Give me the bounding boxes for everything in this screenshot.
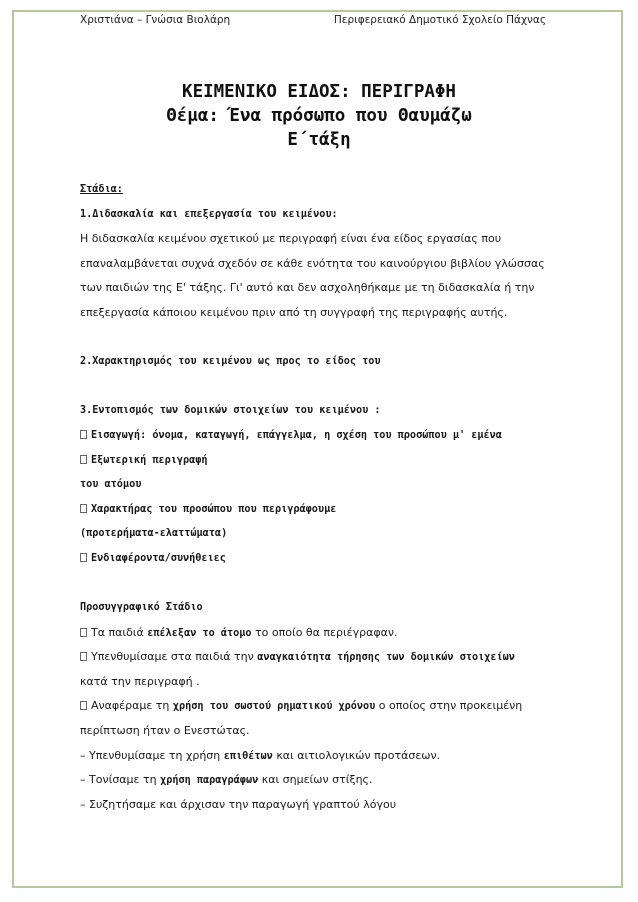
list-item-continuation: περίπτωση ήταν ο Ενεστώτας. xyxy=(80,724,250,738)
list-item xyxy=(80,645,550,670)
dash-item: – Συζητήσαμε και άρχισαν την παραγωγή γραπτού λόγου xyxy=(80,797,397,811)
document-theme: Θέμα: Ένα πρόσωπο που Θαυμάζω xyxy=(166,106,472,126)
paragraph-line: Η διδασκαλία κειμένου σχετικού με περιγραφή είναι ένα είδος εργασίας που xyxy=(80,232,502,246)
list-item-continuation: κατά την περιγραφή . xyxy=(80,674,200,688)
header-authors: Χριστιάνα – Γνώσια Βιολάρη xyxy=(80,14,231,26)
text-run: και σημείων στίξης. xyxy=(258,773,373,787)
text-run: το οποίο θα περιέγραφαν. xyxy=(251,625,398,639)
stage2-heading: 2.Χαρακτηρισμός του κειμένου ως προς το είδος του xyxy=(80,356,381,368)
list-item-text: Ενδιαφέροντα/συνήθειες xyxy=(91,552,226,564)
text-run-bold: επιθέτων xyxy=(223,750,273,762)
list-item xyxy=(80,424,550,449)
list-item xyxy=(80,498,550,523)
stage1-heading: 1.Διδασκαλία και επεξεργασία του κειμένου: xyxy=(80,208,338,220)
text-run: Αναφέραμε τη xyxy=(91,699,173,713)
list-item-continuation: του ατόμου xyxy=(80,479,142,491)
bullet-box-icon xyxy=(80,652,87,661)
text-run: ο οποίος στην προκειμένη xyxy=(375,699,523,713)
blank-line xyxy=(80,326,550,351)
text-run: Υπενθυμίσαμε στα παιδιά την xyxy=(91,650,258,664)
text-run: – Τονίσαμε τη xyxy=(80,773,161,787)
text-run-bold: χρήση παραγράφων xyxy=(160,775,259,787)
document-body xyxy=(80,178,550,817)
list-item-text: Εξωτερική περιγραφή xyxy=(91,454,208,466)
list-item-continuation: (προτερήματα-ελαττώματα) xyxy=(80,528,228,540)
blank-line xyxy=(80,375,550,400)
list-item-text: Χαρακτήρας του προσώπου που περιγράφουμε xyxy=(91,503,337,515)
text-run: – Υπενθυμίσαμε τη χρήση xyxy=(80,748,224,762)
blank-line xyxy=(80,572,550,597)
document-grade: Ε΄τάξη xyxy=(287,130,351,150)
bullet-box-icon xyxy=(80,430,87,439)
stages-heading: Στάδια: xyxy=(80,184,123,195)
paragraph-line: των παιδιών της Ε' τάξης. Γι' αυτό και δεν ασχοληθήκαμε με τη διδασκαλία ή την xyxy=(80,281,535,295)
list-item xyxy=(80,449,550,474)
title-block xyxy=(0,80,638,152)
dash-item xyxy=(80,744,550,769)
paragraph-line: επεξεργασία κάποιου κειμένου πριν από τη συγγραφή της περιγραφής αυτής. xyxy=(80,305,508,319)
document-title: ΚΕΙΜΕΝΙΚΟ ΕΙΔΟΣ: ΠΕΡΙΓΡΑΦΗ xyxy=(182,82,456,102)
bullet-box-icon xyxy=(80,504,87,513)
list-item xyxy=(80,547,550,572)
paragraph-line: επαναλαμβάνεται συχνά σχεδόν σε κάθε ενότητα του καινούργιου βιβλίου γλώσσας xyxy=(80,256,545,270)
prewriting-heading: Προσυγγραφικό Στάδιο xyxy=(80,602,203,614)
dash-item xyxy=(80,768,550,793)
bullet-box-icon xyxy=(80,701,87,710)
bullet-box-icon xyxy=(80,455,87,464)
list-item xyxy=(80,621,550,646)
text-run: και αιτιολογικών προτάσεων. xyxy=(272,748,441,762)
stage3-heading: 3.Εντοπισμός των δομικών στοιχείων του κειμένου : xyxy=(80,405,381,417)
bullet-box-icon xyxy=(80,553,87,562)
list-item-text: Εισαγωγή: όνομα, καταγωγή, επάγγελμα, η σχέση του προσώπου μ' εμένα xyxy=(91,429,502,441)
page-header xyxy=(80,14,546,32)
list-item xyxy=(80,694,550,719)
text-run-bold: αναγκαιότητα τήρησης των δομικών στοιχείων xyxy=(257,652,515,664)
bullet-box-icon xyxy=(80,628,87,637)
text-run-bold: χρήση του σωστού ρηματικού χρόνου xyxy=(172,701,376,713)
text-run-bold: επέλεξαν το άτομο xyxy=(147,627,252,639)
header-school: Περιφερειακό Δημοτικό Σχολείο Πάχνας xyxy=(333,14,546,26)
text-run: Τα παιδιά xyxy=(91,625,148,639)
